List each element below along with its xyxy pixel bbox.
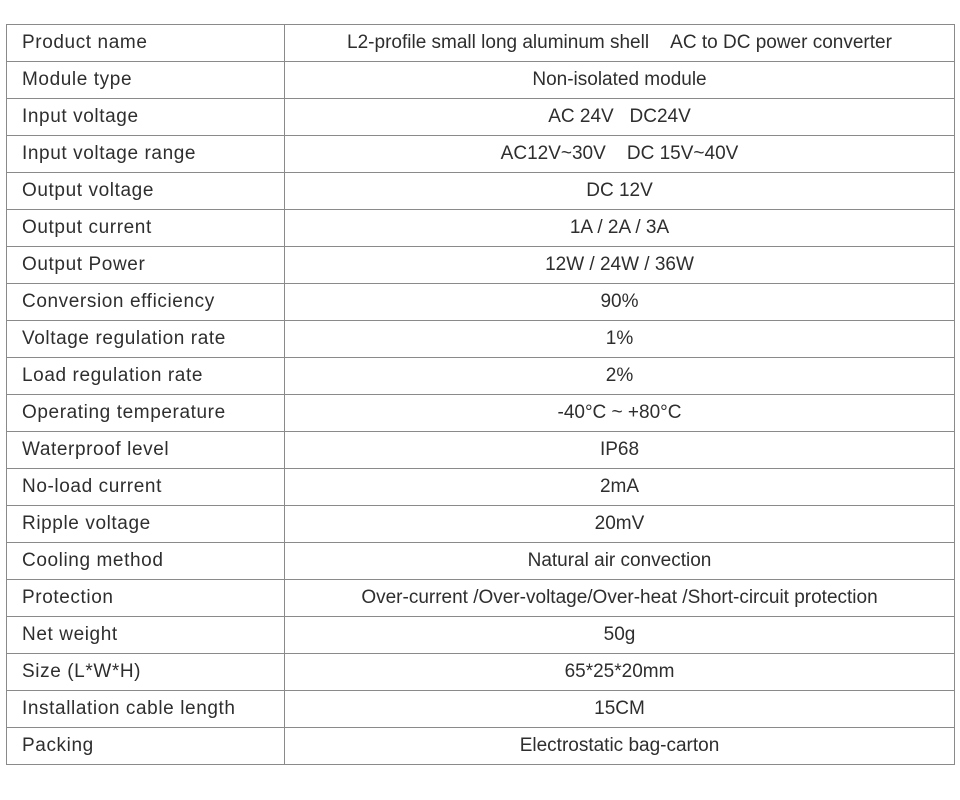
table-row: [7, 136, 955, 173]
table-row: [7, 321, 955, 358]
table-row: [7, 210, 955, 247]
spec-label: Installation cable length: [7, 691, 285, 728]
table-row: [7, 25, 955, 62]
spec-label: Conversion efficiency: [7, 284, 285, 321]
spec-value: 15CM: [285, 691, 955, 728]
spec-table-body: [7, 25, 955, 765]
table-row: [7, 728, 955, 765]
table-row: [7, 173, 955, 210]
spec-value: 2mA: [285, 469, 955, 506]
spec-value: Electrostatic bag-carton: [285, 728, 955, 765]
spec-value: 1A / 2A / 3A: [285, 210, 955, 247]
spec-label: Net weight: [7, 617, 285, 654]
table-row: [7, 247, 955, 284]
spec-label: Protection: [7, 580, 285, 617]
spec-value: L2-profile small long aluminum shell AC to DC power converter: [285, 25, 955, 62]
spec-value: AC12V~30V DC 15V~40V: [285, 136, 955, 173]
spec-label: Operating temperature: [7, 395, 285, 432]
spec-value: 2%: [285, 358, 955, 395]
spec-label: Size (L*W*H): [7, 654, 285, 691]
spec-label: Voltage regulation rate: [7, 321, 285, 358]
table-row: [7, 543, 955, 580]
table-row: [7, 284, 955, 321]
spec-value: AC 24V DC24V: [285, 99, 955, 136]
table-row: [7, 432, 955, 469]
table-row: [7, 395, 955, 432]
spec-label: Output voltage: [7, 173, 285, 210]
spec-value: Non-isolated module: [285, 62, 955, 99]
spec-value: 65*25*20mm: [285, 654, 955, 691]
spec-label: Load regulation rate: [7, 358, 285, 395]
spec-value: DC 12V: [285, 173, 955, 210]
spec-label: Ripple voltage: [7, 506, 285, 543]
spec-label: Packing: [7, 728, 285, 765]
table-row: [7, 580, 955, 617]
table-row: [7, 654, 955, 691]
spec-value: 1%: [285, 321, 955, 358]
spec-value: 90%: [285, 284, 955, 321]
spec-value: 12W / 24W / 36W: [285, 247, 955, 284]
table-row: [7, 617, 955, 654]
spec-label: Input voltage range: [7, 136, 285, 173]
spec-value: 20mV: [285, 506, 955, 543]
spec-value: -40°C ~ +80°C: [285, 395, 955, 432]
spec-label: Input voltage: [7, 99, 285, 136]
table-row: [7, 691, 955, 728]
spec-label: Cooling method: [7, 543, 285, 580]
spec-label: Product name: [7, 25, 285, 62]
table-row: [7, 99, 955, 136]
table-row: [7, 506, 955, 543]
table-row: [7, 62, 955, 99]
spec-label: No-load current: [7, 469, 285, 506]
spec-label: Output current: [7, 210, 285, 247]
spec-value: IP68: [285, 432, 955, 469]
spec-value: Over-current /Over-voltage/Over-heat /Short-circuit protection: [285, 580, 955, 617]
table-row: [7, 358, 955, 395]
spec-label: Output Power: [7, 247, 285, 284]
spec-label: Waterproof level: [7, 432, 285, 469]
spec-value: Natural air convection: [285, 543, 955, 580]
spec-label: Module type: [7, 62, 285, 99]
spec-table: [6, 24, 955, 765]
table-row: [7, 469, 955, 506]
spec-value: 50g: [285, 617, 955, 654]
